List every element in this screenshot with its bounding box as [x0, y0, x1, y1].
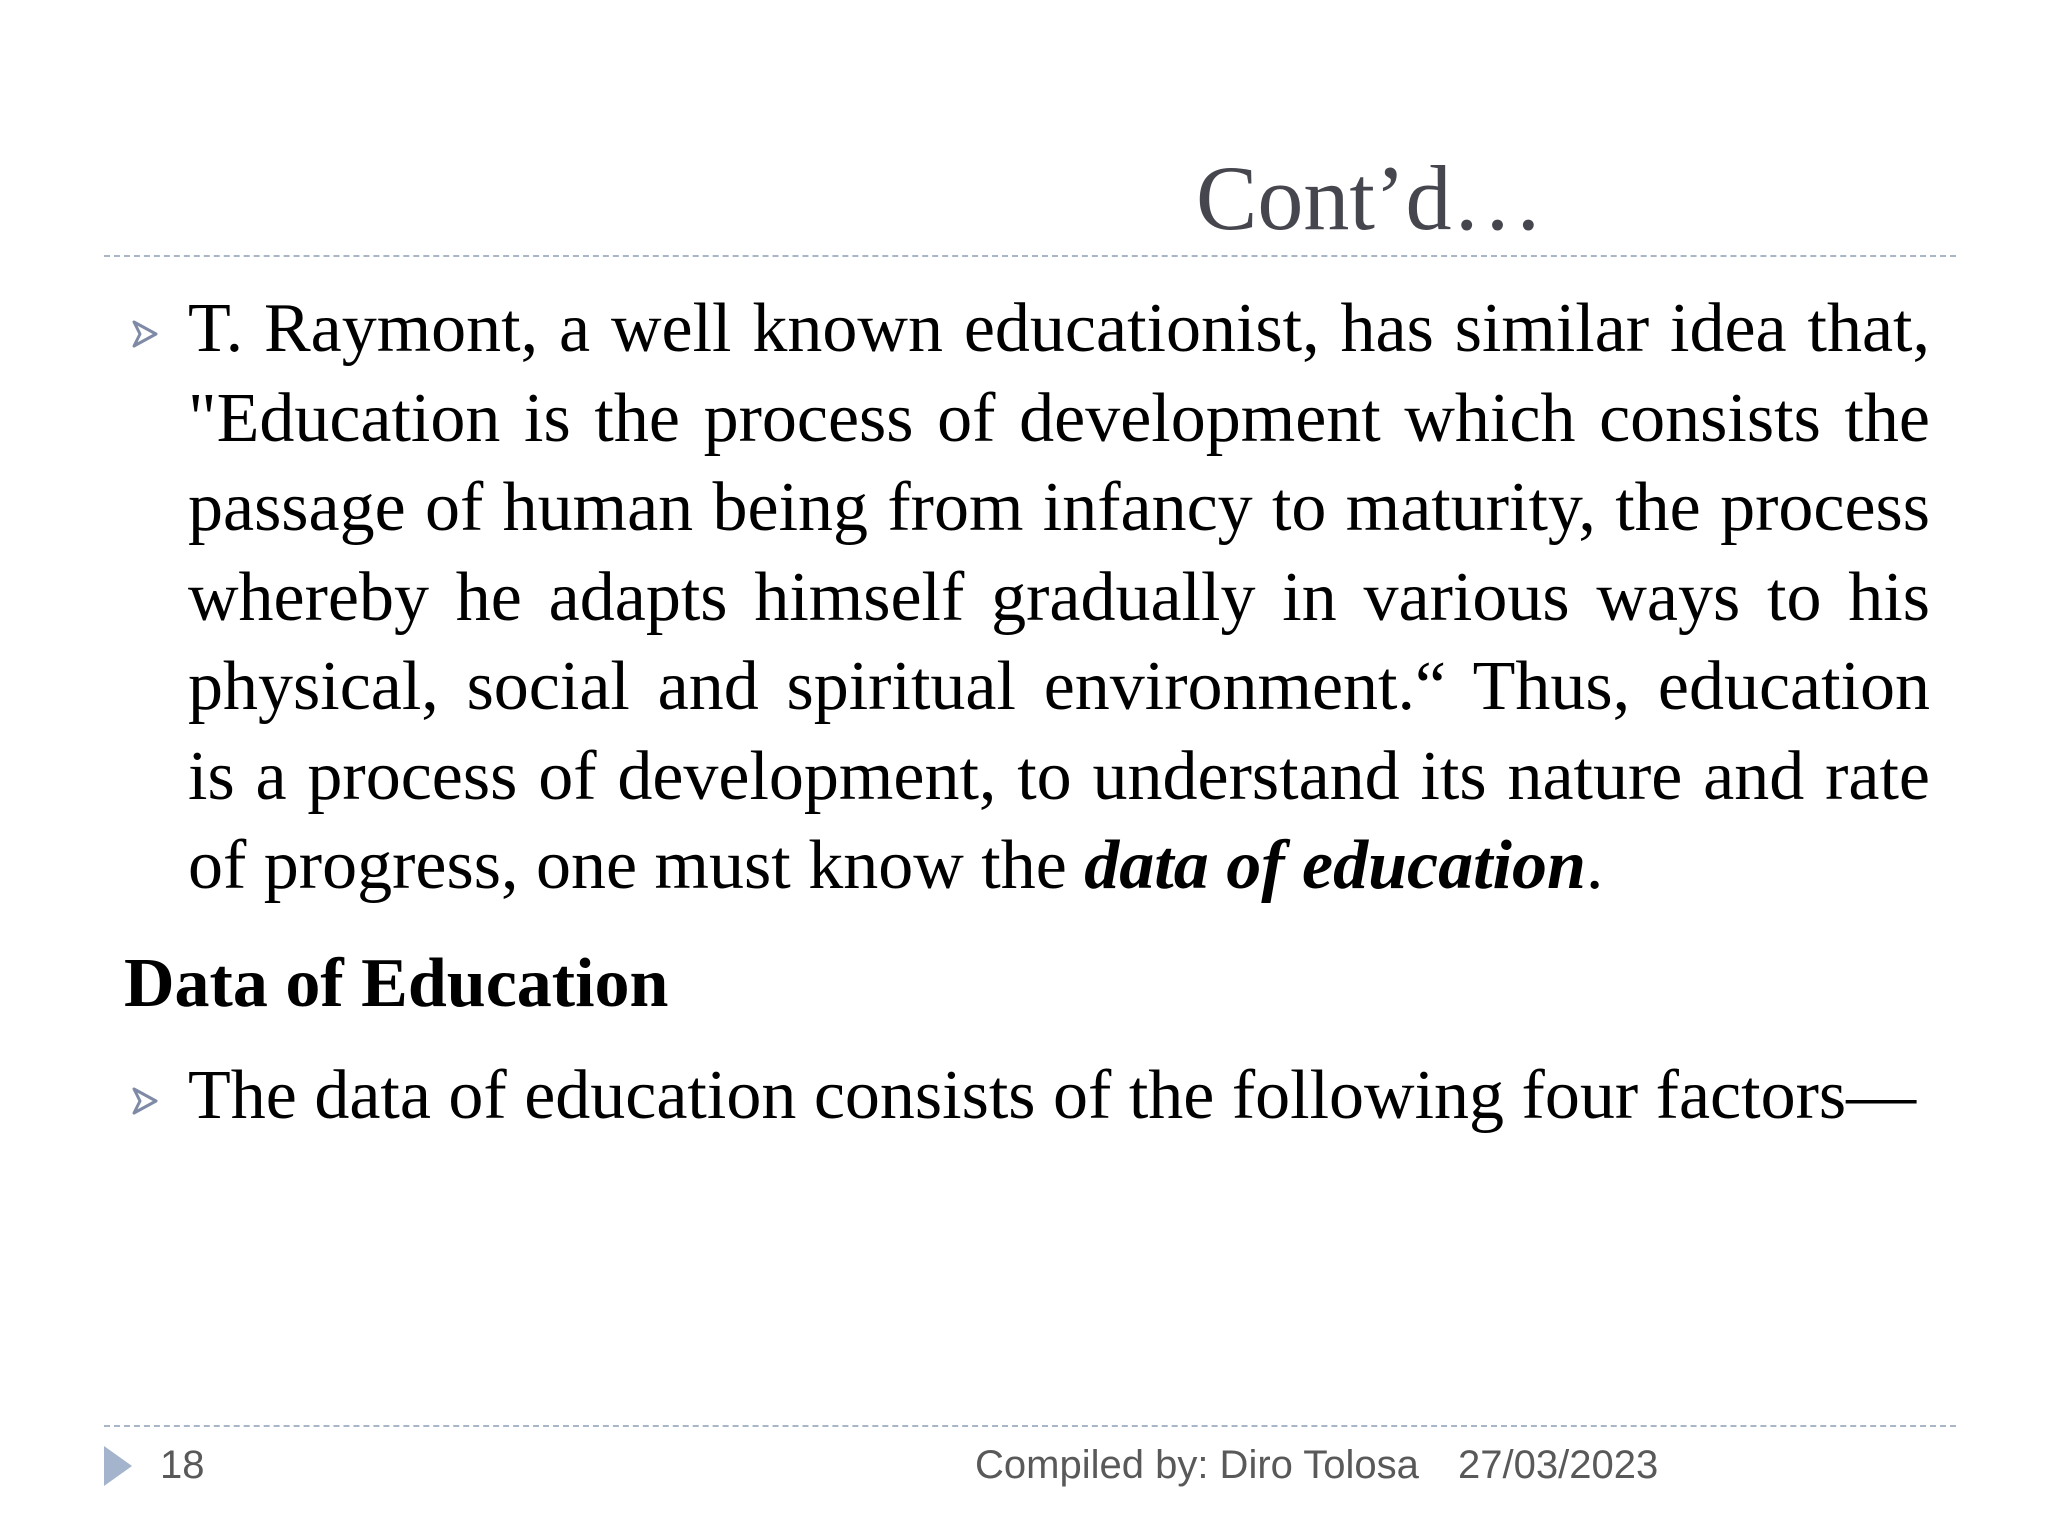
bullet-text: T. Raymont, a well known educationist, has similar idea that, "Education is the process of development which consists the passage of human being from infancy to maturity, the process whereby he adapts himself gradually in various ways to his physical, social and spiritual environment.“ Thus, education is a process of development, to understand its nature and rate of progress, one must know the [188, 290, 1930, 904]
footer-author: Compiled by: Diro Tolosa [975, 1443, 1419, 1487]
footer-play-icon [100, 1442, 136, 1490]
bullet-text: The data of education consists of the following four factors— [188, 1056, 1917, 1134]
slide-title: Cont’d… [1196, 147, 1544, 249]
section-heading: Data of Education [124, 944, 669, 1022]
slide-body [124, 284, 1930, 1140]
bottom-divider [104, 1425, 1956, 1427]
bullet-item-raymont-quote [124, 284, 1930, 911]
bullet-arrow-icon [128, 1085, 160, 1117]
emphasis-data-of-education: data of education [1084, 827, 1586, 904]
bullet-arrow-icon [128, 318, 160, 350]
bullet-text-end: . [1585, 827, 1604, 904]
footer-date: 27/03/2023 [1458, 1443, 1659, 1487]
top-divider [104, 255, 1956, 257]
bullet-item-four-factors [124, 1051, 1930, 1141]
page-number: 18 [160, 1443, 205, 1487]
